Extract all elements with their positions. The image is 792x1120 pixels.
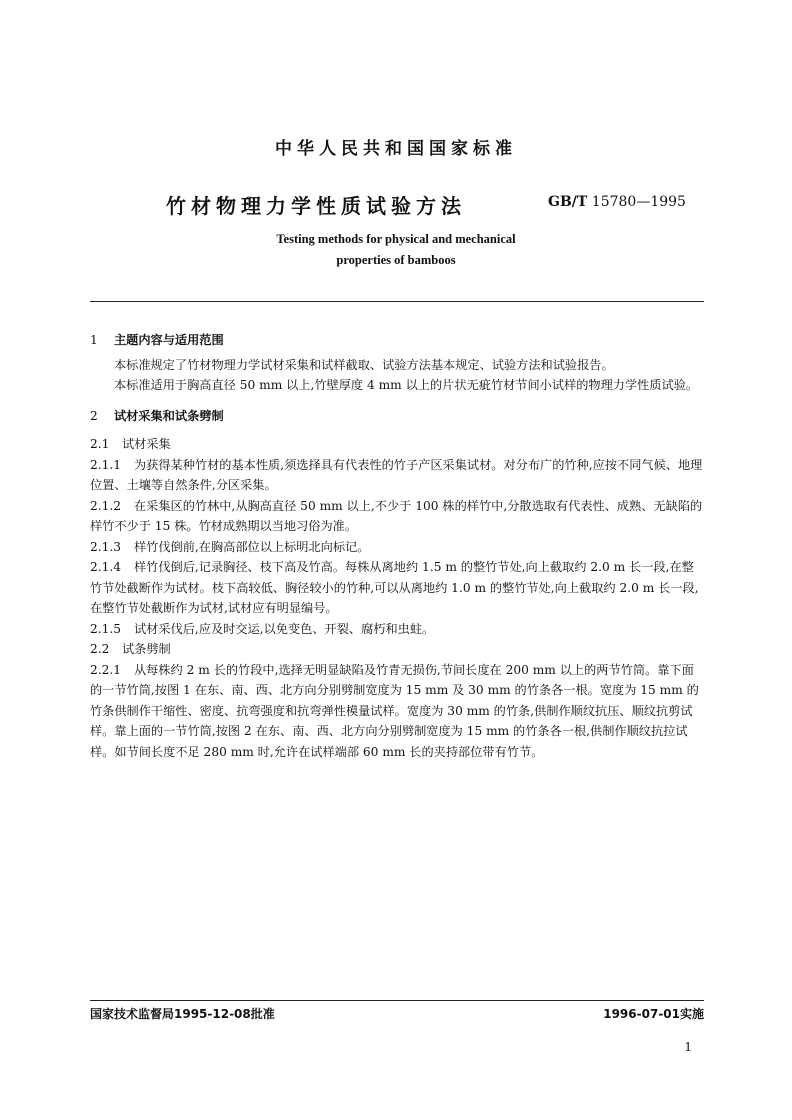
- subsection-title: 试材采集: [122, 437, 171, 451]
- clause-number: 2.1.5: [90, 621, 122, 636]
- section-heading: [90, 330, 704, 351]
- effective-date: 1996-07-01实施: [603, 1007, 704, 1021]
- clause-text: 样竹伐倒前,在胸高部位以上标明北向标记。: [134, 539, 370, 554]
- subsection-title: 试条劈制: [122, 642, 171, 656]
- clause: [90, 455, 704, 496]
- clause-number: 2.1.2: [90, 498, 122, 513]
- clause-number: 2.1.1: [90, 457, 122, 472]
- standard-code: [548, 194, 686, 210]
- clause-text: 从每株约 2 m 长的竹段中,选择无明显缺陷及竹青无损伤,节间长度在 200 mm 以上的两节竹筒。靠下面的一节竹筒,按图 1 在东、南、西、北方向分别劈制宽度为 15 mm 及 30 mm 的竹条各一根。宽度为 15 mm 的竹条供制作干缩性、密度、抗弯强度和抗弯弹性模量试样。宽度为 30 mm 的竹条,供制作顺纹抗压、顺纹抗剪试样。靠上面的一节竹筒,按图 2 在东、南、西、北方向分别劈制宽度为 15 mm 的竹条各一根,供制作顺纹抗拉试样。如节间长度不足 280 mm 时,允许在试样端部 60 mm 长的夹持部位带有竹节。: [90, 662, 699, 759]
- paragraph: 本标准适用于胸高直径 50 mm 以上,竹壁厚度 4 mm 以上的片状无疵竹材节间小试样的物理力学性质试验。: [114, 378, 699, 392]
- section-title: 主题内容与适用范围: [114, 333, 224, 347]
- standard-title-en-line1: Testing methods for physical and mechanical: [276, 232, 516, 246]
- page-number: 1: [684, 1040, 692, 1054]
- clause-text: 试材采伐后,应及时交运,以免变色、开裂、腐朽和虫蛀。: [134, 621, 435, 636]
- clause: [90, 557, 704, 619]
- clause-text: 为获得某种竹材的基本性质,须选择具有代表性的竹子产区采集试材。对分布广的竹种,应按不同气候、地理位置、土壤等自然条件,分区采集。: [90, 457, 703, 492]
- subsection-heading: [90, 434, 704, 455]
- section-number: 2: [90, 408, 98, 423]
- section-heading: [90, 406, 704, 427]
- subsection-heading: [90, 639, 704, 660]
- clause-number: 2.2.1: [90, 662, 122, 677]
- clause: [90, 619, 704, 640]
- document-body: [90, 328, 704, 762]
- clause-number: 2.1.3: [90, 539, 122, 554]
- clause: [90, 660, 704, 763]
- standard-title-en-line2: properties of bamboos: [336, 253, 456, 267]
- subsection-number: 2.2: [90, 642, 110, 656]
- standard-title-zh: 竹材物理力学性质试验方法: [166, 194, 466, 218]
- code-prefix: GB/T: [548, 194, 588, 210]
- national-standard-heading: 中华人民共和国国家标准: [275, 139, 517, 159]
- approval-date: 国家技术监督局1995-12-08批准: [90, 1007, 275, 1021]
- clause-text: 样竹伐倒后,记录胸径、枝下高及竹高。每株从离地约 1.5 m 的整竹节处,向上截取约 2.0 m 长一段,在整竹节处截断作为试材。枝下高较低、胸径较小的竹种,可以从离地约 1.0 m 的整竹节处,向上截取约 2.0 m 长一段,在整竹节处截断作为试材,试材应有明显编号。: [90, 560, 699, 615]
- clause: [90, 537, 704, 558]
- clause-text: 在采集区的竹林中,从胸高直径 50 mm 以上,不少于 100 株的样竹中,分散选取有代表性、成熟、无缺陷的样竹不少于 15 株。竹材成熟期以当地习俗为准。: [90, 498, 703, 533]
- paragraph: 本标准规定了竹材物理力学试材采集和试样截取、试验方法基本规定、试验方法和试验报告。: [114, 357, 614, 372]
- clause-number: 2.1.4: [90, 560, 122, 574]
- section-title: 试材采集和试条劈制: [114, 408, 224, 423]
- header-divider: [90, 301, 704, 302]
- footer-divider: [90, 1000, 704, 1001]
- section-number: 1: [90, 333, 98, 347]
- subsection-number: 2.1: [90, 437, 110, 451]
- clause: [90, 496, 704, 537]
- code-number: 15780—1995: [591, 194, 686, 210]
